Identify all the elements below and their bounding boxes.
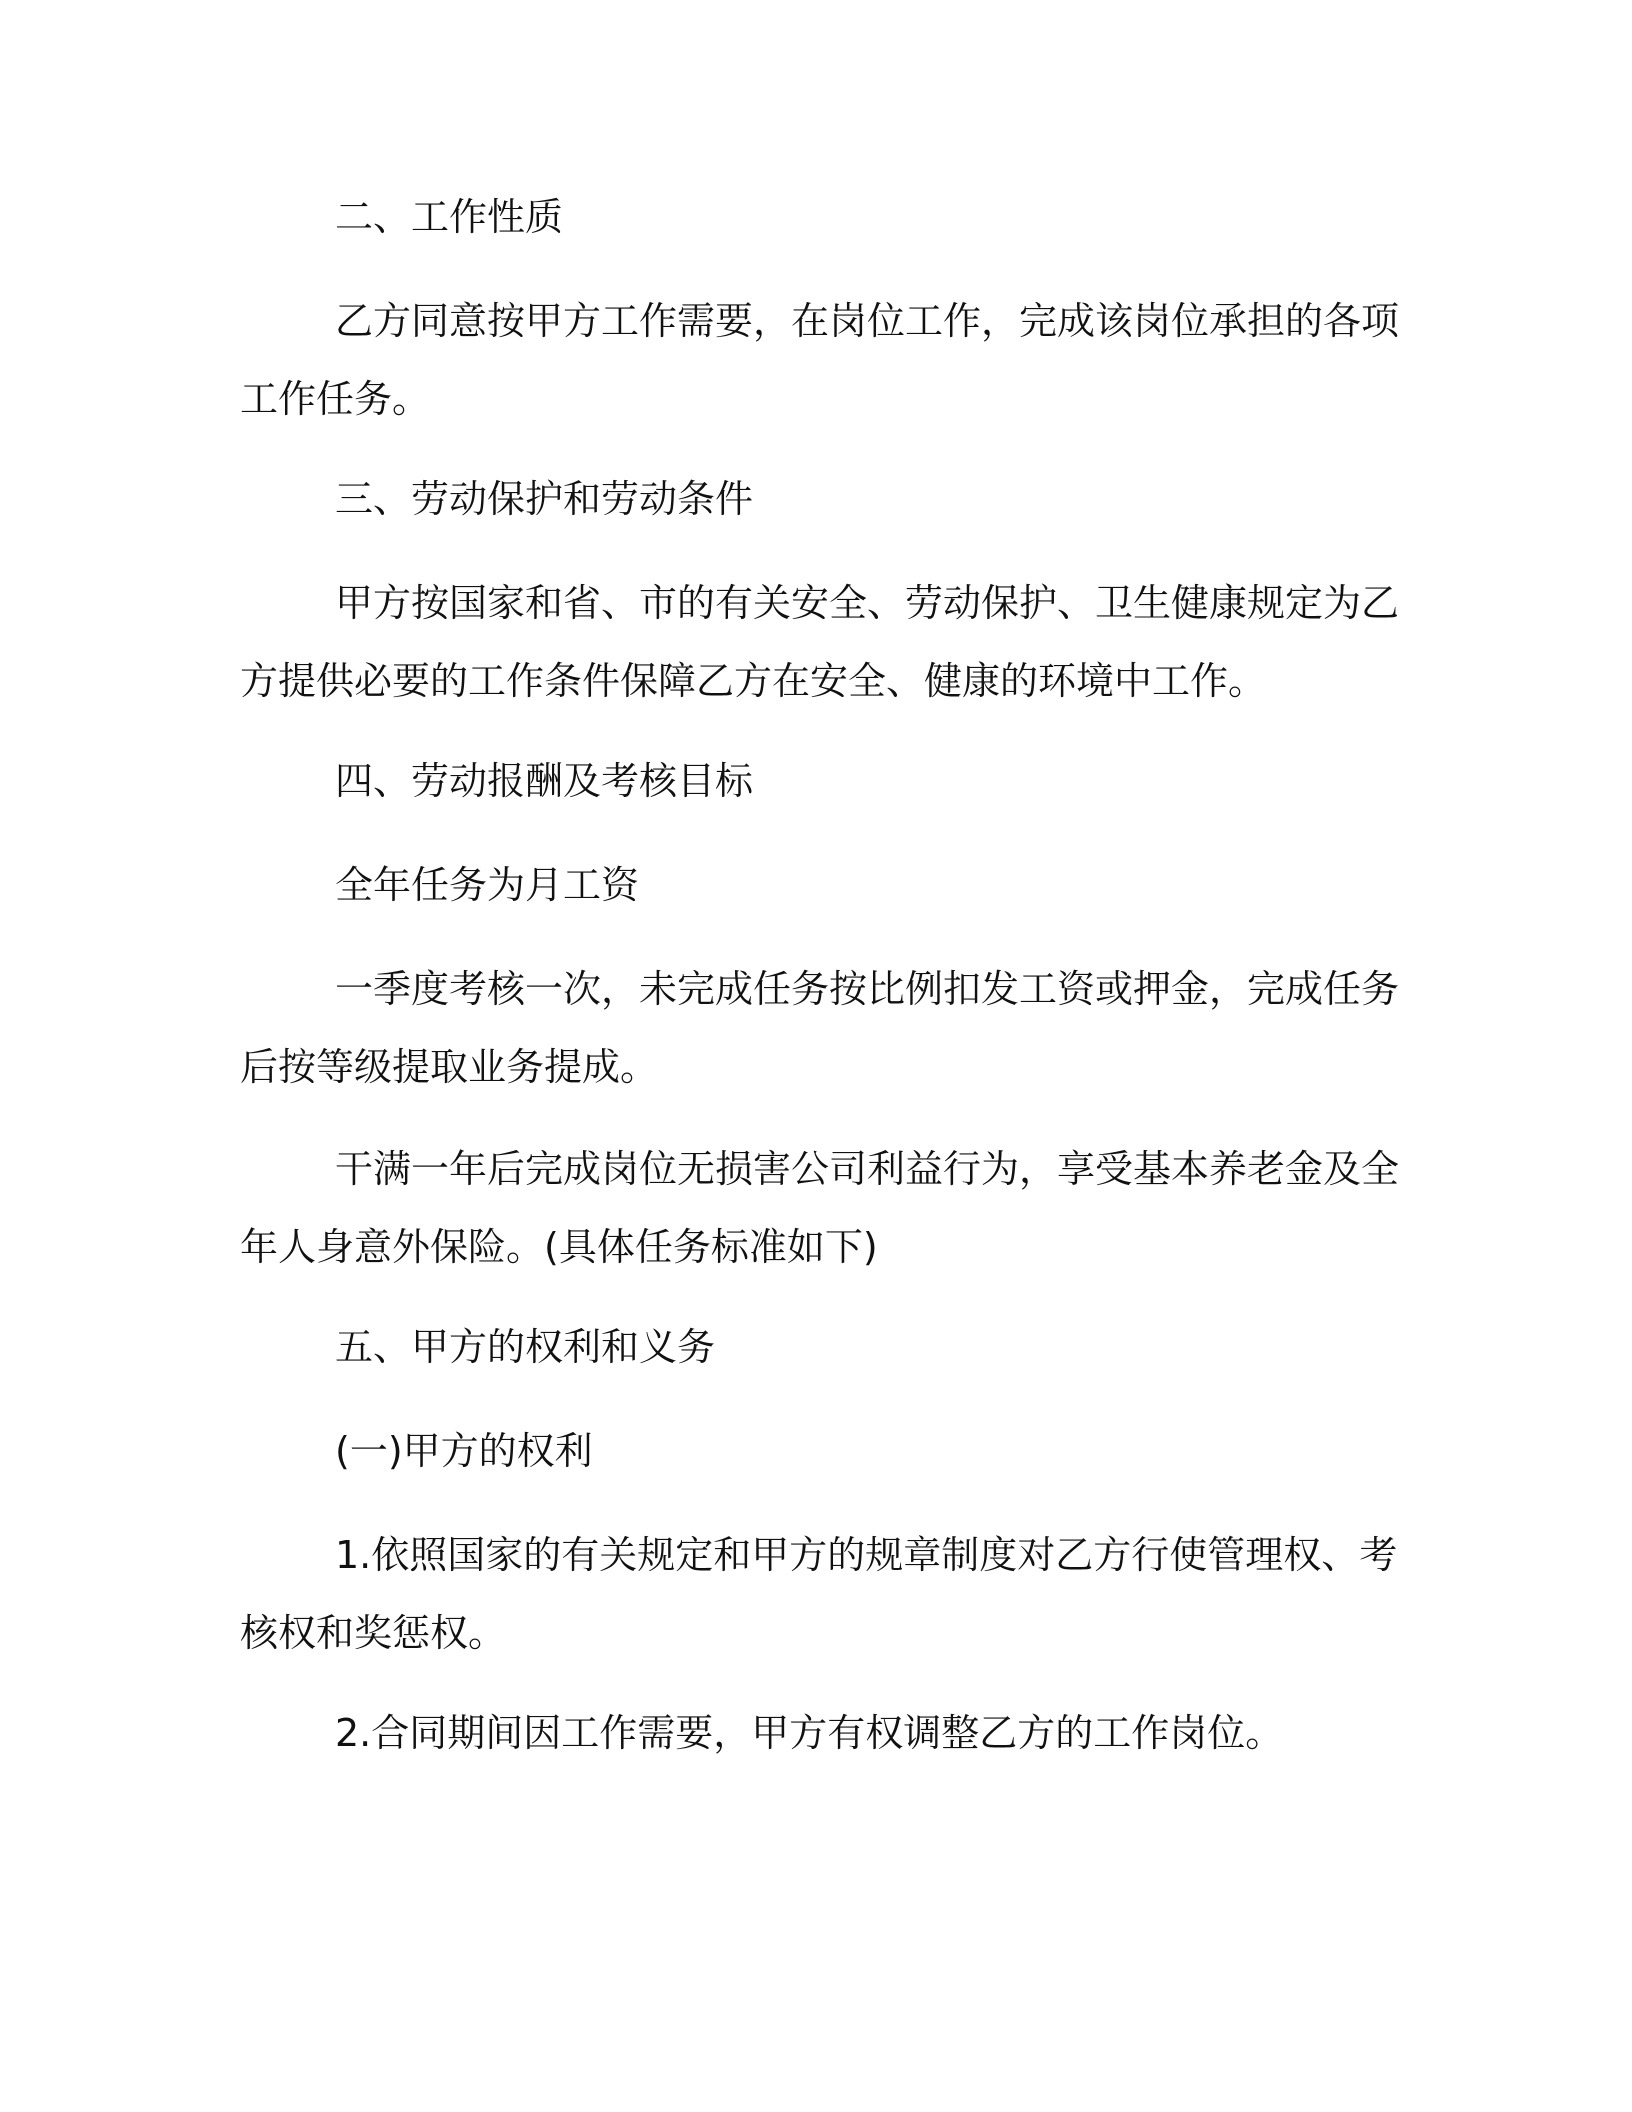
section-heading-party-a-rights: [240, 1308, 1390, 1386]
paragraph-work-nature: [240, 282, 1400, 438]
section-heading-work-nature: [240, 178, 1390, 256]
paragraph-line: 乙方同意按甲方工作需要，在岗位工作，完成该岗位承担的各项: [335, 299, 1400, 343]
paragraph-annual-task: [240, 846, 1390, 924]
paragraph-line: 干满一年后完成岗位无损害公司利益行为，享受基本养老金及全: [335, 1147, 1400, 1191]
paragraph-labor-protection: [240, 564, 1400, 720]
section-heading-labor-protection: [240, 460, 1390, 538]
heading-text: 四、劳动报酬及考核目标: [335, 759, 754, 803]
paragraph-line: 后按等级提取业务提成。: [240, 1045, 659, 1089]
paragraph-line: 工作任务。: [240, 377, 431, 421]
paragraph-line: 方提供必要的工作条件保障乙方在安全、健康的环境中工作。: [240, 659, 1267, 703]
paragraph-benefits: [240, 1130, 1400, 1286]
section-heading-compensation: [240, 742, 1390, 820]
list-item-line: 2.合同期间因工作需要，甲方有权调整乙方的工作岗位。: [335, 1711, 1284, 1755]
list-item-line: 核权和奖惩权。: [240, 1611, 507, 1655]
paragraph-line: 甲方按国家和省、市的有关安全、劳动保护、卫生健康规定为乙: [335, 581, 1400, 625]
list-item-job-adjustment: [240, 1694, 1390, 1772]
paragraph-line: 全年任务为月工资: [335, 863, 640, 907]
subheading-party-a-rights: [240, 1412, 1390, 1490]
paragraph-line: 一季度考核一次，未完成任务按比例扣发工资或押金，完成任务: [335, 967, 1400, 1011]
paragraph-line: 年人身意外保险。(具体任务标准如下): [240, 1225, 878, 1269]
subheading-text: (一)甲方的权利: [335, 1429, 593, 1473]
list-item-line: 1.依照国家的有关规定和甲方的规章制度对乙方行使管理权、考: [335, 1533, 1398, 1577]
heading-text: 三、劳动保护和劳动条件: [335, 477, 754, 521]
paragraph-quarterly-assessment: [240, 950, 1400, 1106]
heading-text: 二、工作性质: [335, 195, 564, 239]
list-item-management-rights: [240, 1516, 1398, 1672]
heading-text: 五、甲方的权利和义务: [335, 1325, 716, 1369]
